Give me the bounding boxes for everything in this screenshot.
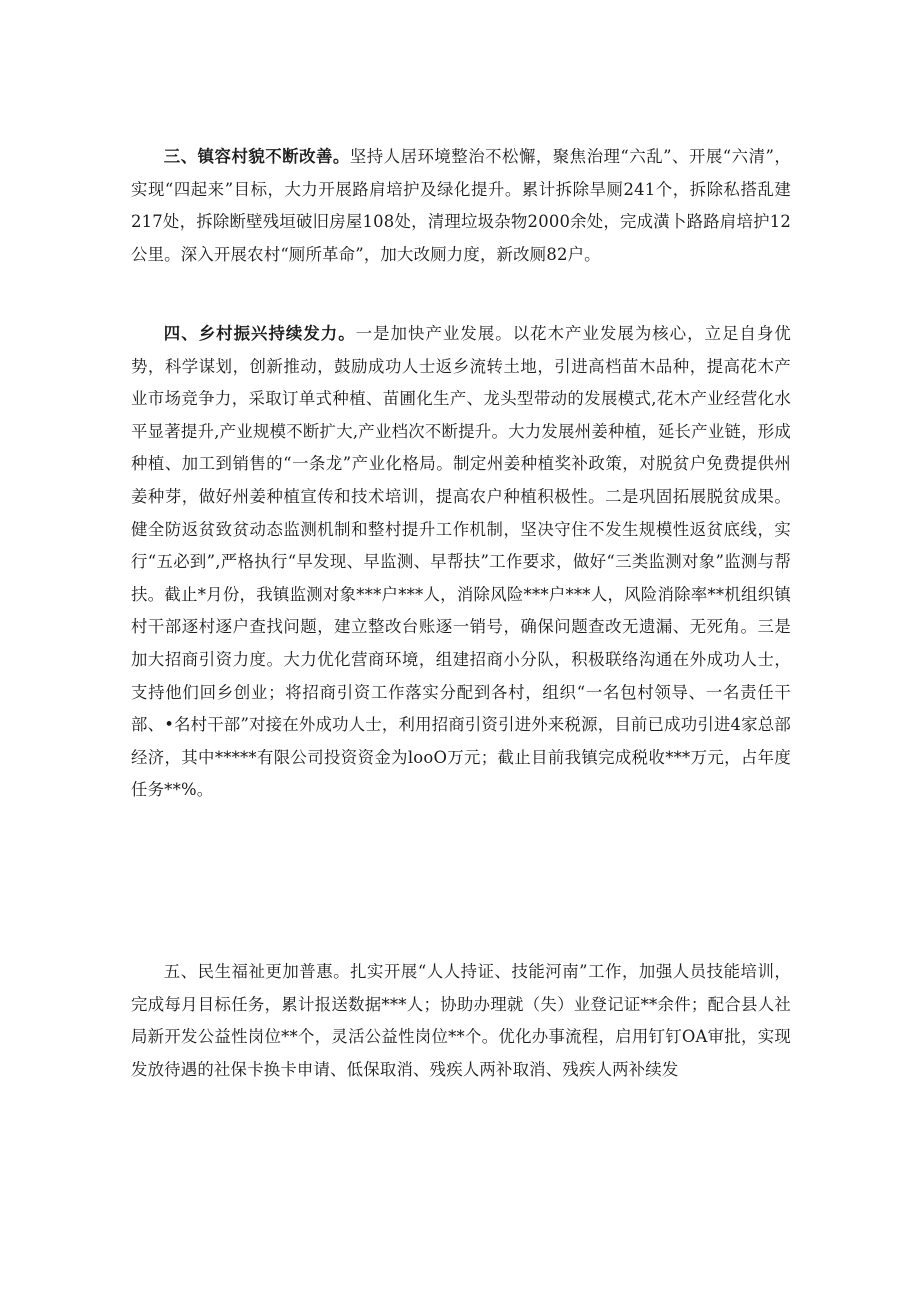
paragraph-body: 坚持人居环境整治不松懈，聚焦治理“六乱”、开展“六清”，实现“四起来”目标，大力开展路肩培护及绿化提升。累计拆除旱厕241个，拆除私搭乱建217处，拆除断壁残垣破旧房屋108处，清理垃圾杂物2000余处，完成潢卜路路肩培护12公里。深入开展农村“厕所革命”，加大改厕力度，新改厕82户。: [131, 147, 791, 264]
paragraph-body: 一是加快产业发展。以花木产业发展为核心，立足自身优势，科学谋划，创新推动，鼓励成功人士返乡流转土地，引进高档苗木品种，提高花木产业市场竞争力，采取订单式种植、苗圃化生产、龙头型带动的发展模式,花木产业经营化水平显著提升,产业规模不断扩大,产业档次不断提升。大力发展州姜种植，延长产业链，形成种植、加工到销售的“一条龙”产业化格局。制定州姜种植奖补政策，对脱贫户免费提供州姜种芽，做好州姜种植宣传和技术培训，提高农户种植积极性。二是巩固拓展脱贫成果。健全防返贫致贫动态监测机制和整村提升工作机制，坚决守住不发生规模性返贫底线，实行“五必到”,严格执行“早发现、早监测、早帮扶”工作要求，做好“三类监测对象”监测与帮扶。截止*月份，我镇监测对象***户***人，消除风险***户***人，风险消除率**机组织镇村干部逐村逐户查找问题，建立整改台账逐一销号，确保问题查改无遗漏、无死角。三是加大招商引资力度。大力优化营商环境，组建招商小分队，积极联络沟通在外成功人士，支持他们回乡创业；将招商引资工作落实分配到各村，组织“一名包村领导、一名责任干部、•名村干部”对接在外成功人士，利用招商引资引进外来税源，目前已成功引进4家总部经济，其中*****有限公司投资资金为looO万元；截止目前我镇完成税收***万元，占年度任务**%。: [131, 324, 791, 800]
paragraph-rural-revitalization: [131, 318, 791, 807]
paragraph-town-appearance: [131, 141, 791, 271]
paragraph-body: 扎实开展“人人持证、技能河南”工作，加强人员技能培训，完成每月目标任务，累计报送数据***人；协助办理就（失）业登记证**余件；配合县人社局新开发公益性岗位**个，灵活公益性岗位**个。优化办事流程，启用钉钉OA审批，实现发放待遇的社保卡换卡申请、低保取消、残疾人两补取消、残疾人两补续发: [131, 962, 791, 1079]
paragraph-livelihood: [131, 956, 791, 1086]
paragraph-heading: 四、乡村振兴持续发力。: [163, 324, 356, 343]
paragraph-heading: 三、镇容村貌不断改善。: [163, 147, 350, 166]
paragraph-heading: 五、民生福祉更加普惠。: [163, 962, 351, 981]
